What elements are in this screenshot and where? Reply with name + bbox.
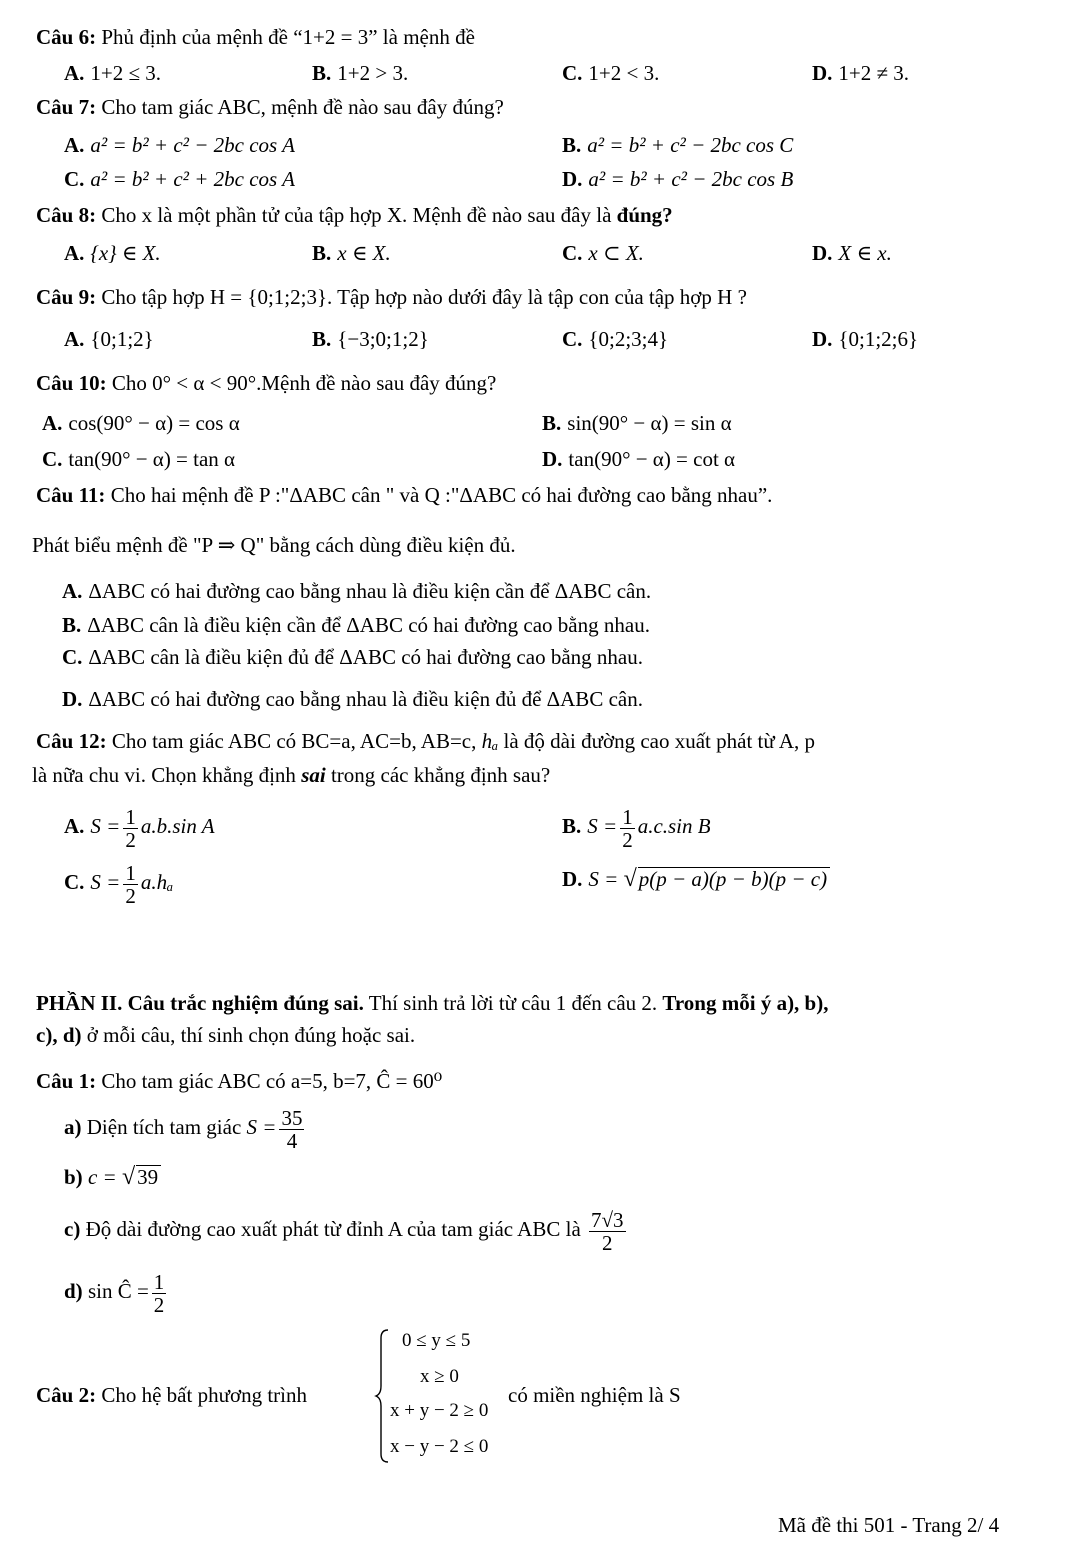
q11-option-a[interactable]: A. ΔABC có hai đường cao bằng nhau là điều kiện cần để ΔABC cân. — [62, 579, 652, 603]
q6-stem: Câu 6: Phủ định của mệnh đề “1+2 = 3” là mệnh đề — [36, 25, 475, 49]
p2-q2-stem: Câu 2: Cho hệ bất phương trình — [36, 1383, 307, 1407]
q8-option-a[interactable]: A. {x} ∈ X. — [64, 241, 161, 265]
part2-heading-line2: c), d) ở mỗi câu, thí sinh chọn đúng hoặc sai. — [36, 1023, 416, 1047]
fraction: $\frac{1}{2}$ — [153, 1269, 165, 1317]
inequality-system — [374, 1328, 504, 1464]
q8-option-c[interactable]: C. x ⊂ X. — [562, 241, 644, 265]
p2-q1-a[interactable]: a) Diện tích tam giác S = $\frac{35}{4}$ — [64, 1105, 303, 1153]
q12-stem: Câu 12: Cho tam giác ABC có BC=a, AC=b, AB=c, hₐ là độ dài đường cao xuất phát từ A, p — [36, 729, 816, 753]
q9-option-d[interactable]: D. {0;1;2;6} — [812, 327, 919, 351]
p2-q1-c[interactable]: c) Độ dài đường cao xuất phát từ đỉnh A của tam giác ABC là $\frac{7√3}{2}$ — [64, 1207, 624, 1255]
q8-option-d[interactable]: D. X ∈ x. — [812, 241, 892, 265]
q9-option-c[interactable]: C. {0;2;3;4} — [562, 327, 669, 351]
q6-option-a[interactable]: A. 1+2 ≤ 3. — [64, 61, 162, 85]
q10-stem: Câu 10: Cho 0° < α < 90°.Mệnh đề nào sau đây đúng? — [36, 371, 497, 395]
q6-option-b[interactable]: B. 1+2 > 3. — [312, 61, 409, 85]
q11-stem-line2: Phát biểu mệnh đề "P ⇒ Q" bằng cách dùng điều kiện đủ. — [32, 533, 516, 557]
q8-stem: Câu 8: Cho x là một phần tử của tập hợp X. Mệnh đề nào sau đây là đúng? — [36, 203, 673, 227]
q12-option-b[interactable]: B. S = $\frac{1}{2}$ a.c.sin B — [562, 804, 711, 852]
q8-option-b[interactable]: B. x ∈ X. — [312, 241, 391, 265]
q12-option-d[interactable]: D. S = √p(p − a)(p − b)(p − c) — [562, 866, 830, 892]
q6-option-c[interactable]: C. 1+2 < 3. — [562, 61, 660, 85]
q7-option-b[interactable]: B. a² = b² + c² − 2bc cos C — [562, 133, 794, 157]
q11-option-d[interactable]: D. ΔABC có hai đường cao bằng nhau là điều kiện đủ để ΔABC cân. — [62, 687, 643, 711]
q9-option-a[interactable]: A. {0;1;2} — [64, 327, 154, 351]
q7-option-d[interactable]: D. a² = b² + c² − 2bc cos B — [562, 167, 794, 191]
p2-q1-stem: Câu 1: Cho tam giác ABC có a=5, b=7, Ĉ = 60⁰ — [36, 1069, 443, 1093]
q12-stem-line2: là nữa chu vi. Chọn khẳng định sai trong các khẳng định sau? — [32, 763, 551, 787]
fraction: $\frac{1}{2}$ — [125, 860, 136, 908]
q7-option-c[interactable]: C. a² = b² + c² + 2bc cos A — [64, 167, 295, 191]
p2-q1-d[interactable]: d) sin Ĉ = $\frac{1}{2}$ — [64, 1269, 165, 1317]
page-footer: Mã đề thi 501 - Trang 2/ 4 — [778, 1513, 1000, 1537]
brace-icon — [374, 1328, 390, 1464]
fraction: $\frac{35}{4}$ — [281, 1105, 303, 1153]
q7-option-a[interactable]: A. a² = b² + c² − 2bc cos A — [64, 133, 295, 157]
radical-sign: √ — [121, 1164, 136, 1190]
system-row: 0 ≤ y ≤ 5 — [402, 1330, 471, 1351]
q10-option-c[interactable]: C. tan(90° − α) = tan α — [42, 447, 236, 471]
q10-option-d[interactable]: D. tan(90° − α) = cot α — [542, 447, 736, 471]
q9-stem: Câu 9: Cho tập hợp H = {0;1;2;3}. Tập hợp nào dưới đây là tập con của tập hợp H ? — [36, 285, 747, 309]
p2-q1-b[interactable]: b) c = √39 — [64, 1164, 161, 1190]
q10-option-a[interactable]: A. cos(90° − α) = cos α — [42, 411, 240, 435]
fraction: $\frac{1}{2}$ — [125, 804, 136, 852]
system-row: x ≥ 0 — [420, 1366, 459, 1387]
fraction: $\frac{7√3}{2}$ — [591, 1207, 624, 1255]
q7-stem: Câu 7: Cho tam giác ABC, mệnh đề nào sau đây đúng? — [36, 95, 504, 119]
p2-q2-tail: có miền nghiệm là S — [508, 1383, 681, 1407]
q11-option-b[interactable]: B. ΔABC cân là điều kiện cần để ΔABC có hai đường cao bằng nhau. — [62, 613, 650, 637]
q11-stem: Câu 11: Cho hai mệnh đề P :"ΔABC cân " và Q :"ΔABC có hai đường cao bằng nhau”. — [36, 483, 773, 507]
system-row: x − y − 2 ≤ 0 — [390, 1436, 489, 1457]
system-row: x + y − 2 ≥ 0 — [390, 1400, 489, 1421]
q12-option-a[interactable]: A. S = $\frac{1}{2}$ a.b.sin A — [64, 804, 215, 852]
q12-option-c[interactable]: C. S = $\frac{1}{2}$ a.hₐ — [64, 860, 174, 908]
part2-heading: PHẦN II. Câu trắc nghiệm đúng sai. Thí sinh trả lời từ câu 1 đến câu 2. Trong mỗi ý a), b), — [36, 991, 829, 1015]
q11-option-c[interactable]: C. ΔABC cân là điều kiện đủ để ΔABC có hai đường cao bằng nhau. — [62, 645, 643, 669]
q9-option-b[interactable]: B. {−3;0;1;2} — [312, 327, 429, 351]
fraction: $\frac{1}{2}$ — [622, 804, 633, 852]
q6-option-d[interactable]: D. 1+2 ≠ 3. — [812, 61, 910, 85]
q10-option-b[interactable]: B. sin(90° − α) = sin α — [542, 411, 732, 435]
radical-sign: √ — [623, 866, 637, 892]
